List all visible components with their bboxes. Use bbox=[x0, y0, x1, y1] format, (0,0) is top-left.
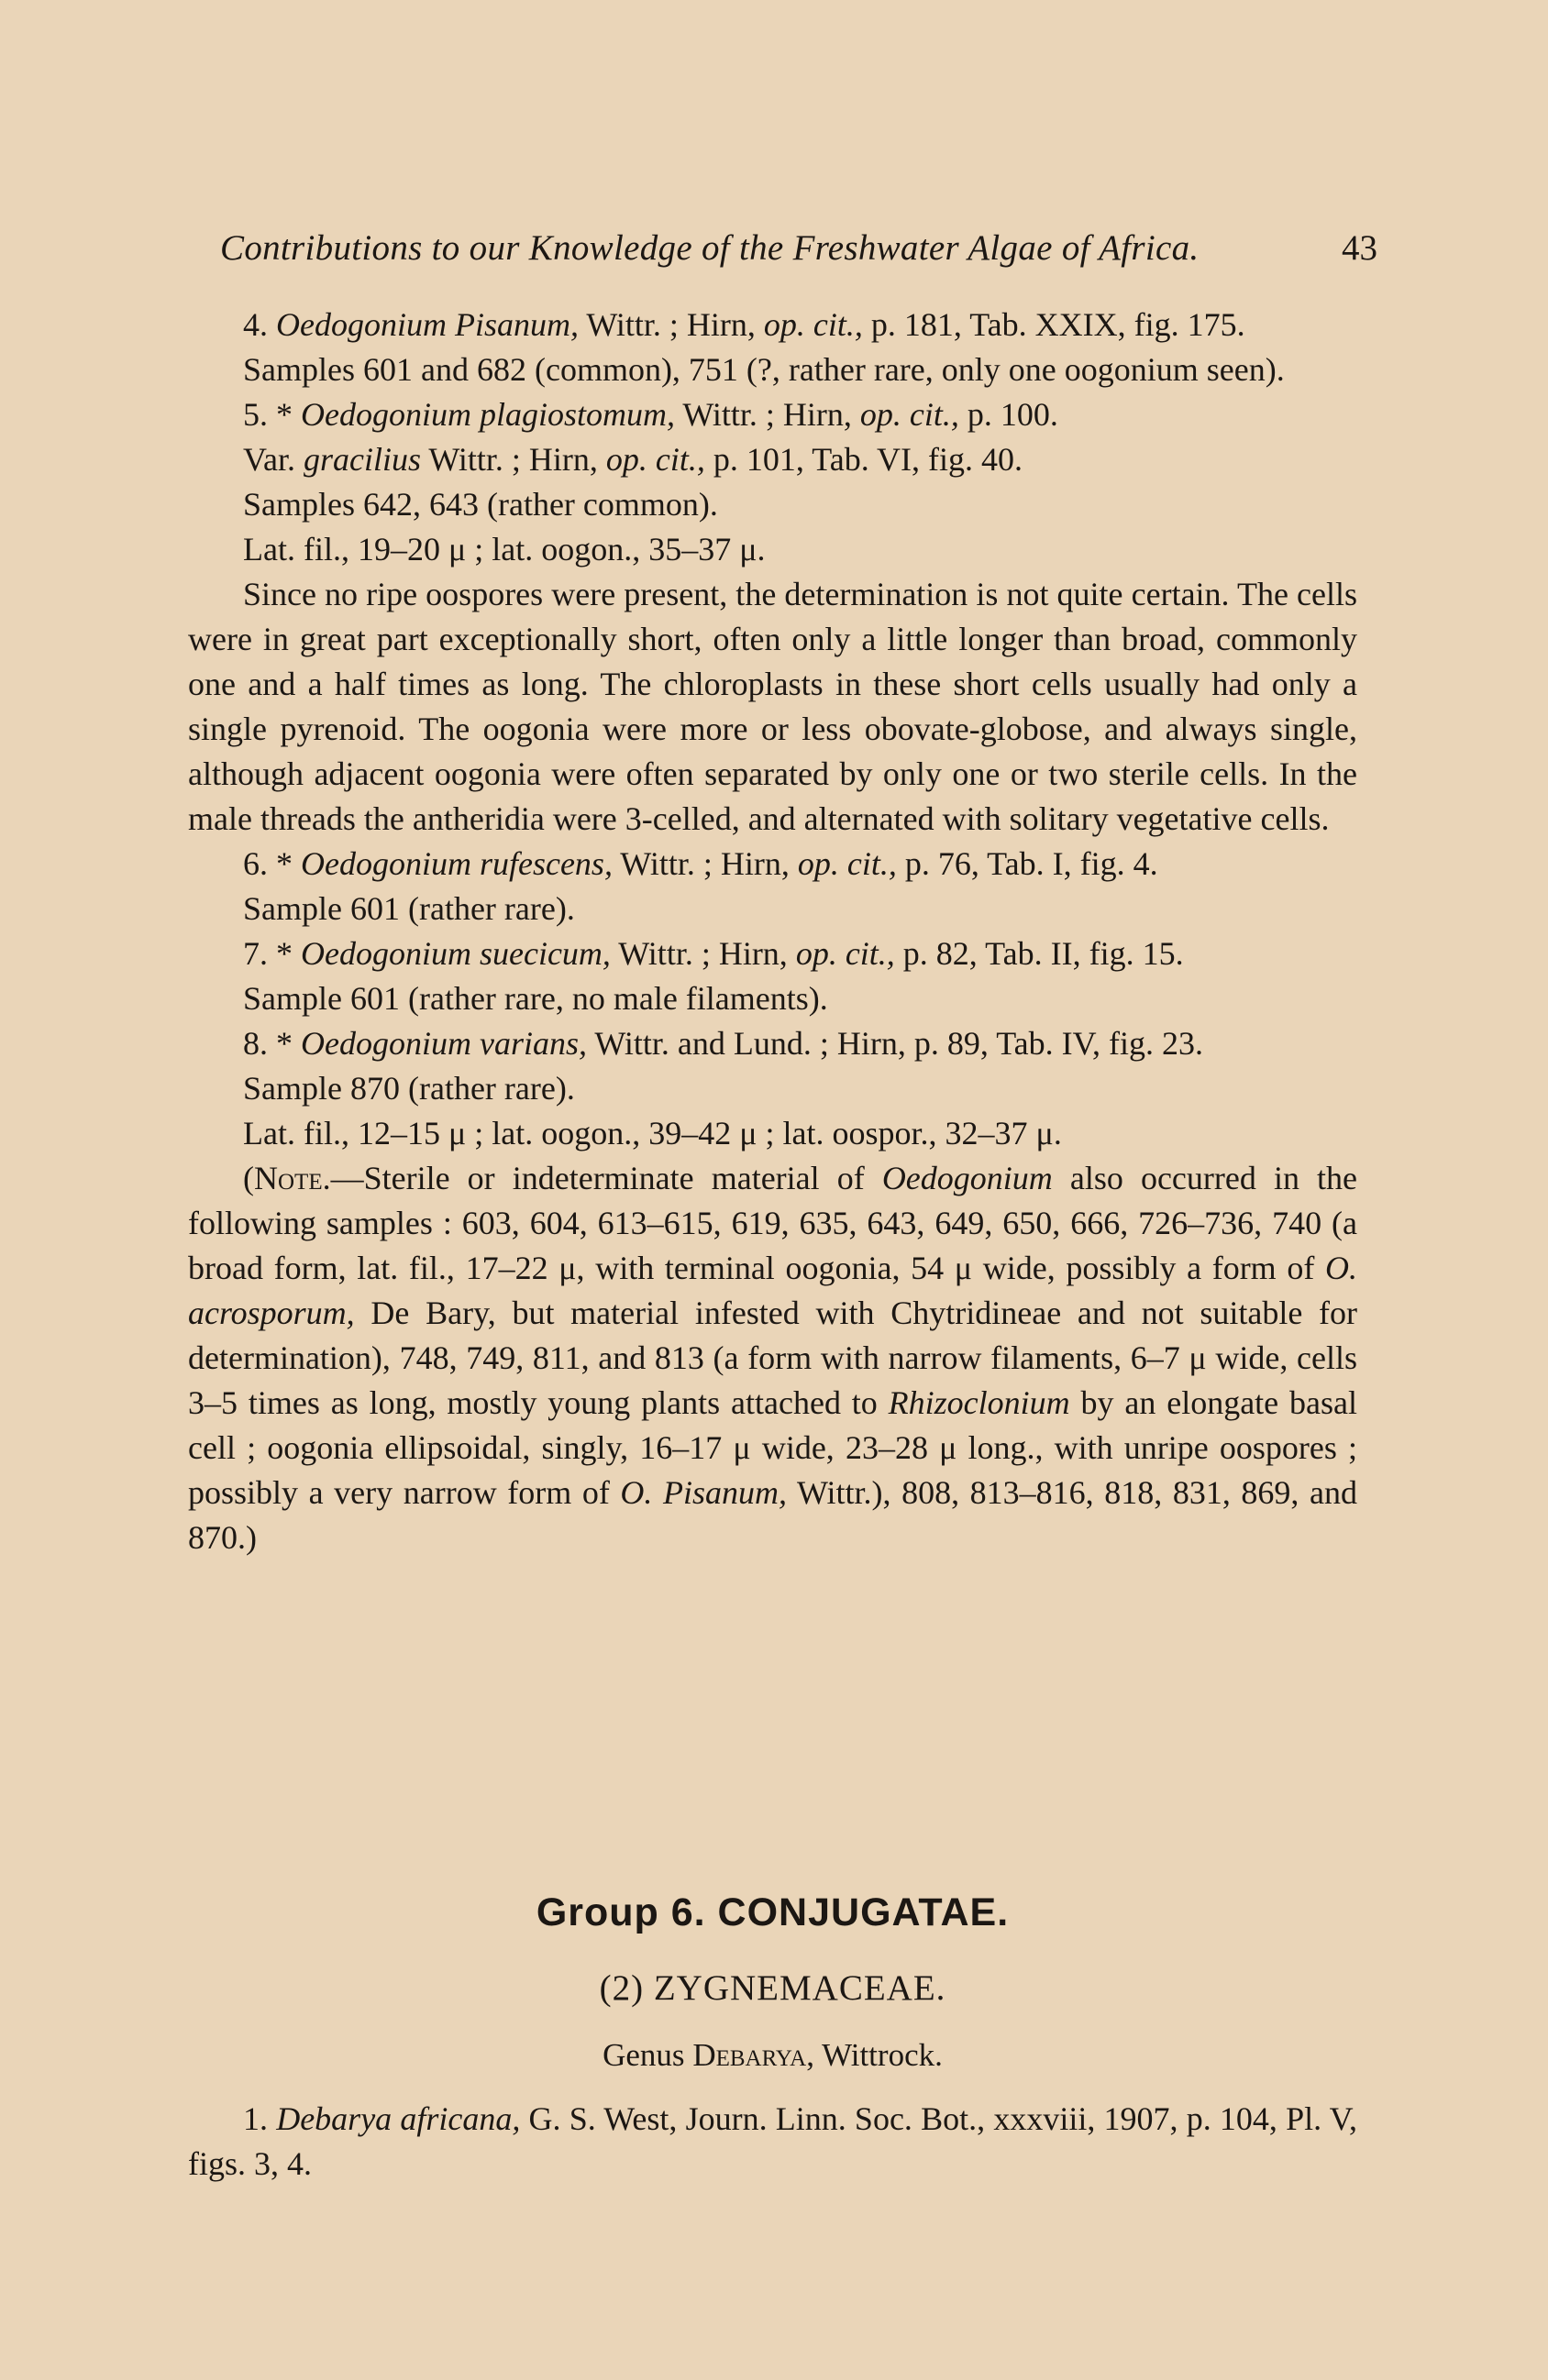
group-heading: Group 6. CONJUGATAE. bbox=[536, 1890, 1010, 1934]
running-title: Contributions to our Knowledge of the Freshwater Algae of Africa. bbox=[220, 228, 1200, 268]
measurements-line: Lat. fil., 12–15 μ ; lat. oogon., 39–42 μ ; lat. oospor., 32–37 μ. bbox=[243, 1115, 1062, 1151]
citation-ref: op. cit., bbox=[797, 845, 897, 882]
final-entry: 1. Debarya africana, G. S. West, Journ. Linn. Soc. Bot., xxxviii, 1907, p. 104, Pl. V, figs. 3, 4. bbox=[188, 2100, 1358, 2182]
samples-line: Sample 601 (rather rare). bbox=[243, 890, 575, 927]
samples-line: Sample 870 (rather rare). bbox=[243, 1070, 575, 1107]
taxon-name: gracilius bbox=[304, 441, 422, 478]
entry-7: 7. * Oedogonium suecicum, Wittr. ; Hirn, op. cit., p. 82, Tab. II, fig. 15. bbox=[243, 935, 1184, 972]
note-paragraph: (Note.—Sterile or indeterminate material of Oedogonium also occurred in the following samples : 603, 604, 613–615, 619, 635, 643, 649, 650, 666, 726–736, 740 (a broad form, lat. fil., 17–22 μ, with terminal oogonia, 54 μ wide, possibly a form of O. acrosporum, De Bary, but material infested with Chytridineae and not suitable for determination), 748, 749, 811, and 813 (a form with narrow filaments, 6–7 μ wide, cells 3–5 times as long, mostly young plants attached to Rhizoclonium by an elongate basal cell ; oogonia ellipsoidal, singly, 16–17 μ wide, 23–28 μ long., with unripe oospores ; possibly a very narrow form of O. Pisanum, Wittr.), 808, 813–816, 818, 831, 869, and 870.) bbox=[188, 1160, 1358, 1556]
taxon-name: Oedogonium plagiostomum, bbox=[301, 396, 675, 433]
measurements-line: Lat. fil., 19–20 μ ; lat. oogon., 35–37 μ. bbox=[243, 531, 766, 567]
citation-ref: op. cit., bbox=[859, 396, 959, 433]
entry-8: 8. * Oedogonium varians, Wittr. and Lund. ; Hirn, p. 89, Tab. IV, fig. 23. bbox=[243, 1025, 1203, 1062]
family-heading: (2) ZYGNEMACEAE. bbox=[599, 1968, 946, 2008]
entry-5: 5. * Oedogonium plagiostomum, Wittr. ; Hirn, op. cit., p. 100. bbox=[243, 396, 1058, 433]
taxon-name: Oedogonium Pisanum, bbox=[276, 306, 579, 343]
taxon-name: Oedogonium suecicum, bbox=[301, 935, 611, 972]
note-label: Note. bbox=[254, 1160, 331, 1196]
genus-name: Debarya, bbox=[692, 2037, 814, 2073]
samples-line: Samples 642, 643 (rather common). bbox=[243, 486, 718, 523]
description-paragraph: Since no ripe oospores were present, the determination is not quite certain. The cells were in great part exceptionally short, often only a little longer than broad, commonly one and a half times as long. The chloroplasts in these short cells usually had only a single pyrenoid. The oogonia were more or less obovate-globose, and always single, although adjacent oogonia were often separated by only one or two sterile cells. In the male threads the antheridia were 3-celled, and alternated with solitary vegetative cells. bbox=[188, 576, 1357, 837]
taxon-name: Oedogonium varians, bbox=[301, 1025, 587, 1062]
taxon-name: Debarya africana, bbox=[276, 2100, 521, 2137]
running-header bbox=[220, 227, 1377, 273]
entry-6: 6. * Oedogonium rufescens, Wittr. ; Hirn, op. cit., p. 76, Tab. I, fig. 4. bbox=[243, 845, 1158, 882]
body-text bbox=[188, 303, 1357, 1560]
samples-line: Samples 601 and 682 (common), 751 (?, rather rare, only one oogonium seen). bbox=[243, 351, 1285, 388]
genus-heading: Genus Debarya, Wittrock. bbox=[603, 2037, 943, 2073]
citation-ref: op. cit., bbox=[763, 306, 863, 343]
samples-line: Sample 601 (rather rare, no male filaments). bbox=[243, 980, 828, 1017]
taxon-name: Oedogonium rufescens, bbox=[301, 845, 613, 882]
citation-ref: op. cit., bbox=[605, 441, 705, 478]
citation-ref: op. cit., bbox=[795, 935, 895, 972]
page-number: 43 bbox=[1342, 228, 1377, 268]
variety-line: Var. gracilius Wittr. ; Hirn, op. cit., p. 101, Tab. VI, fig. 40. bbox=[243, 441, 1023, 478]
entry-4: 4. Oedogonium Pisanum, Wittr. ; Hirn, op. cit., p. 181, Tab. XXIX, fig. 175. bbox=[243, 306, 1245, 343]
